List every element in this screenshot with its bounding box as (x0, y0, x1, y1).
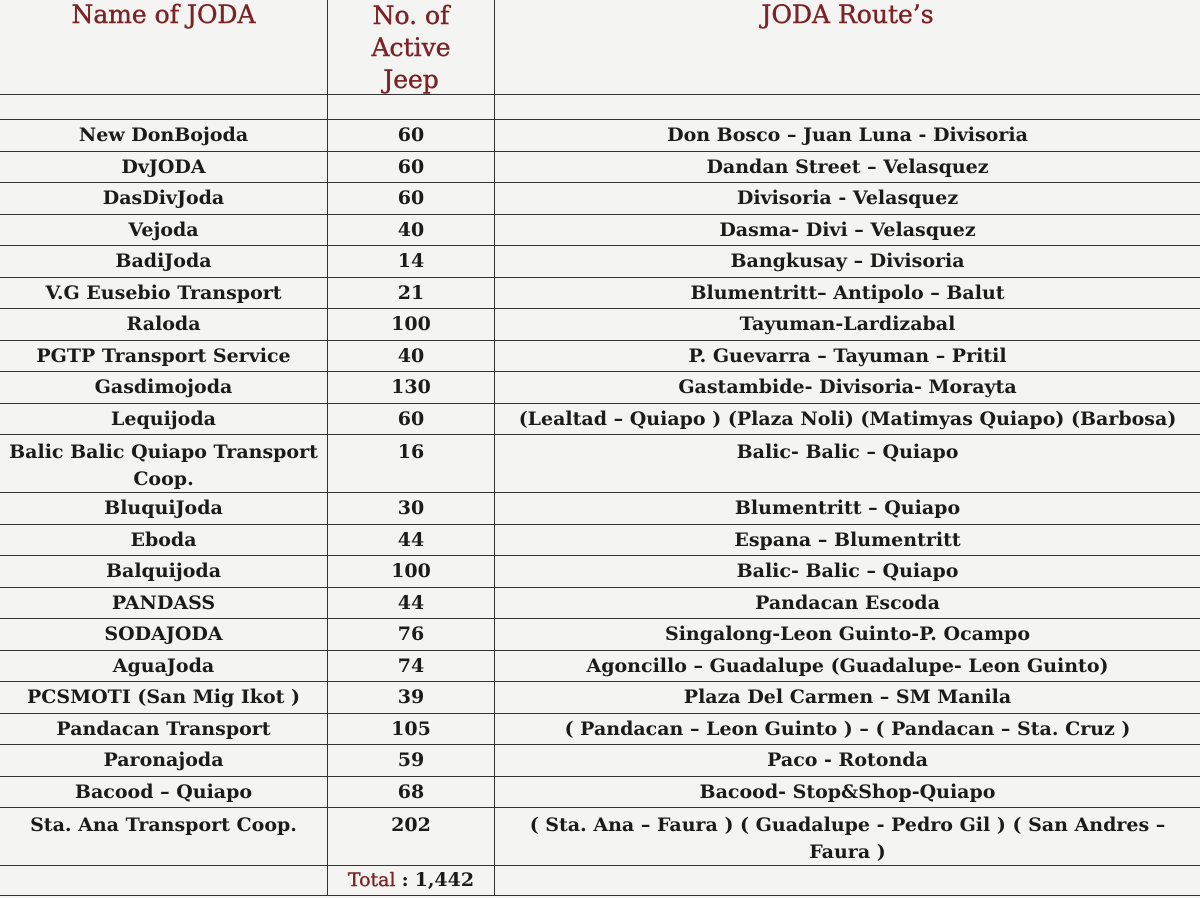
active-jeep-cell: 60 (328, 152, 495, 183)
total-cell (328, 866, 495, 895)
total-empty-cell (0, 866, 328, 895)
active-jeep-cell: 60 (328, 404, 495, 435)
joda-name-cell: Raloda (0, 309, 328, 340)
route-cell: ( Pandacan – Leon Guinto ) – ( Pandacan – Sta. Cruz ) (564, 717, 1131, 740)
active-jeep-cell: 44 (328, 525, 495, 556)
active-jeep-cell: 40 (328, 215, 495, 246)
route-cell: P. Guevarra – Tayuman – Pritil (688, 344, 1007, 367)
joda-name-cell: SODAJODA (0, 619, 328, 650)
table-row (0, 651, 1200, 683)
table-row (0, 777, 1200, 809)
table-row (0, 525, 1200, 557)
table-row (0, 493, 1200, 525)
joda-name-cell: PGTP Transport Service (0, 341, 328, 372)
joda-name-cell: AguaJoda (0, 651, 328, 682)
header-active-jeep-line: Jeep (383, 65, 439, 94)
active-jeep-cell: 60 (328, 183, 495, 214)
active-jeep-cell: 130 (328, 372, 495, 403)
route-cell: Agoncillo – Guadalupe (Guadalupe- Leon Guinto) (586, 654, 1109, 677)
table-row (0, 435, 1200, 493)
joda-name-cell: New DonBojoda (0, 120, 328, 151)
joda-name-cell: Balic Balic Quiapo Transport Coop. (0, 435, 328, 492)
table-row (0, 183, 1200, 215)
active-jeep-cell: 40 (328, 341, 495, 372)
table-row (0, 246, 1200, 278)
joda-name-cell: DvJODA (0, 152, 328, 183)
table-row (0, 714, 1200, 746)
table-row (0, 619, 1200, 651)
table-row (0, 120, 1200, 152)
total-separator: : (401, 869, 409, 891)
route-cell: Balic- Balic – Quiapo (736, 560, 959, 582)
table-row (0, 745, 1200, 777)
route-cell: Balic- Balic – Quiapo (736, 441, 959, 463)
table-row (0, 152, 1200, 184)
active-jeep-cell: 44 (328, 588, 495, 619)
joda-name-cell: Balquijoda (0, 556, 328, 587)
joda-name-cell: BluquiJoda (0, 493, 328, 524)
table-row (0, 556, 1200, 588)
table-row (0, 682, 1200, 714)
header-active-jeep (328, 0, 495, 94)
table-row (0, 808, 1200, 866)
active-jeep-cell: 30 (328, 493, 495, 524)
active-jeep-cell: 74 (328, 651, 495, 682)
table-row (0, 309, 1200, 341)
joda-name-cell: Pandacan Transport (0, 714, 328, 745)
spacer-row (0, 95, 1200, 120)
route-cell: Singalong-Leon Guinto-P. Ocampo (664, 623, 1031, 645)
joda-name-cell: Gasdimojoda (0, 372, 328, 403)
route-cell: Divisoria - Velasquez (736, 187, 959, 209)
joda-name-cell: Eboda (0, 525, 328, 556)
route-cell: Espana – Blumentritt (734, 528, 961, 551)
route-cell: Plaza Del Carmen – SM Manila (683, 686, 1012, 708)
header-joda-routes: JODA Route’s (761, 0, 934, 29)
joda-name-cell: PCSMOTI (San Mig Ikot ) (0, 682, 328, 713)
active-jeep-cell: 59 (328, 745, 495, 776)
route-cell: Blumentritt– Antipolo – Balut (690, 281, 1005, 304)
route-cell: ( Sta. Ana – Faura ) ( Guadalupe - Pedro Gil ) ( San Andres – Faura ) (529, 814, 1166, 863)
route-cell: Gastambide- Divisoria- Morayta (678, 376, 1017, 398)
joda-name-cell: DasDivJoda (0, 183, 328, 214)
joda-name-cell: PANDASS (0, 588, 328, 619)
route-cell: Dasma- Divi – Velasquez (719, 218, 976, 241)
active-jeep-cell: 14 (328, 246, 495, 277)
route-cell: Don Bosco – Juan Luna - Divisoria (667, 124, 1028, 146)
active-jeep-cell: 105 (328, 714, 495, 745)
joda-name-cell: BadiJoda (0, 246, 328, 277)
table-row (0, 215, 1200, 247)
active-jeep-cell: 100 (328, 556, 495, 587)
active-jeep-cell: 100 (328, 309, 495, 340)
table-row (0, 341, 1200, 373)
route-cell: Bangkusay – Divisoria (730, 250, 965, 272)
joda-name-cell: V.G Eusebio Transport (0, 278, 328, 309)
route-cell: Blumentritt – Quiapo (734, 497, 961, 519)
active-jeep-cell: 68 (328, 777, 495, 808)
active-jeep-cell: 21 (328, 278, 495, 309)
active-jeep-cell: 202 (328, 808, 495, 865)
spacer-cell (495, 95, 1200, 119)
active-jeep-cell: 76 (328, 619, 495, 650)
table-row (0, 588, 1200, 620)
table-row (0, 404, 1200, 436)
joda-name-cell: Lequijoda (0, 404, 328, 435)
table-row (0, 278, 1200, 310)
route-cell: Tayuman-Lardizabal (739, 313, 956, 335)
total-empty-cell (495, 866, 1200, 895)
table-row (0, 372, 1200, 404)
table-header (0, 0, 1200, 95)
joda-name-cell: Vejoda (0, 215, 328, 246)
route-cell: Dandan Street – Velasquez (706, 155, 989, 178)
total-value: 1,442 (414, 869, 475, 891)
joda-name-cell: Bacood – Quiapo (0, 777, 328, 808)
route-cell: Bacood- Stop&Shop-Quiapo (699, 780, 996, 803)
active-jeep-cell: 60 (328, 120, 495, 151)
route-cell: Pandacan Escoda (755, 591, 940, 614)
header-active-jeep-line: No. of (372, 1, 450, 30)
spacer-cell (328, 95, 495, 119)
active-jeep-cell: 39 (328, 682, 495, 713)
joda-name-cell: Sta. Ana Transport Coop. (0, 808, 328, 865)
active-jeep-cell: 16 (328, 435, 495, 492)
spacer-cell (0, 95, 328, 119)
total-label: Total (347, 869, 396, 891)
total-row (0, 866, 1200, 896)
joda-name-cell: Paronajoda (0, 745, 328, 776)
route-cell: Paco - Rotonda (767, 749, 928, 771)
route-cell: (Lealtad – Quiapo ) (Plaza Noli) (Matimyas Quiapo) (Barbosa) (518, 407, 1177, 430)
header-active-jeep-line: Active (371, 33, 451, 62)
header-name-of-joda: Name of JODA (0, 0, 328, 94)
